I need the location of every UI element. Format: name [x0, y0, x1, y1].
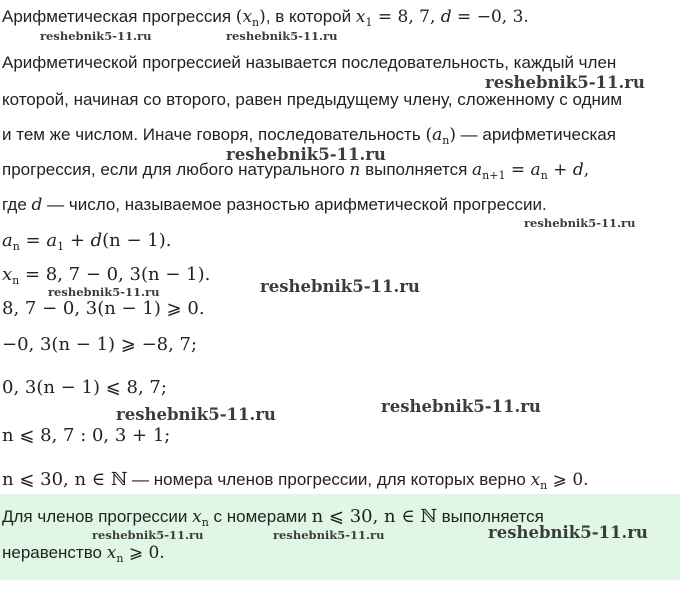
task-title: Арифметическая прогрессия $(x_n)$, в которой $x_1 = 8$, 7, d = −0, 3.	[2, 7, 529, 29]
equation-general-term: $a_n = a_1 + d(n - 1)$.	[2, 230, 172, 253]
inequality-step-4: n ⩽ 8, 7 : 0, 3 + 1;	[2, 425, 171, 446]
inequality-step-2: −0, 3(n − 1) ⩾ −8, 7;	[2, 334, 198, 355]
definition-line-4: прогрессия, если для любого натурального n выполняется $a_{n+1} = a_n + d$,	[2, 160, 590, 182]
watermark: reshebnik5-11.ru	[116, 405, 276, 424]
definition-line-2: которой, начиная со второго, равен предыдущему члену, сложенному с одним	[2, 90, 623, 109]
definition-line-3: и тем же числом. Иначе говоря, последовательность $(a_n)$ — арифметическая	[2, 125, 616, 147]
watermark: reshebnik5-11.ru	[226, 145, 386, 164]
watermark: reshebnik5-11.ru	[488, 523, 648, 542]
watermark: reshebnik5-11.ru	[92, 528, 204, 542]
definition-line-5: где d — число, называемое разностью арифметической прогрессии.	[2, 195, 547, 215]
inequality-step-1: 8, 7 − 0, 3(n − 1) ⩾ 0.	[2, 298, 205, 319]
equation-xn: $x_n = 8$, 7 − 0, 3(n − 1).	[2, 264, 211, 287]
watermark: reshebnik5-11.ru	[273, 528, 385, 542]
watermark: reshebnik5-11.ru	[485, 73, 645, 92]
answer-line-2: неравенство $x_n$ ⩾ 0.	[2, 543, 165, 565]
watermark: reshebnik5-11.ru	[524, 216, 636, 230]
watermark: reshebnik5-11.ru	[260, 277, 420, 296]
watermark: reshebnik5-11.ru	[40, 29, 152, 43]
definition-line-1: Арифметической прогрессией называется последовательность, каждый член	[2, 53, 617, 72]
inequality-result: n ⩽ 30, n ∈ ℕ — номера членов прогрессии, для которых верно $x_n$ ⩾ 0.	[2, 469, 589, 492]
inequality-step-3: 0, 3(n − 1) ⩽ 8, 7;	[2, 377, 167, 398]
watermark: reshebnik5-11.ru	[226, 29, 338, 43]
answer-line-1: Для членов прогрессии $x_n$ с номерами n ⩽ 30, n ∈ ℕ выполняется	[2, 506, 544, 529]
watermark: reshebnik5-11.ru	[48, 285, 160, 299]
watermark: reshebnik5-11.ru	[381, 397, 541, 416]
